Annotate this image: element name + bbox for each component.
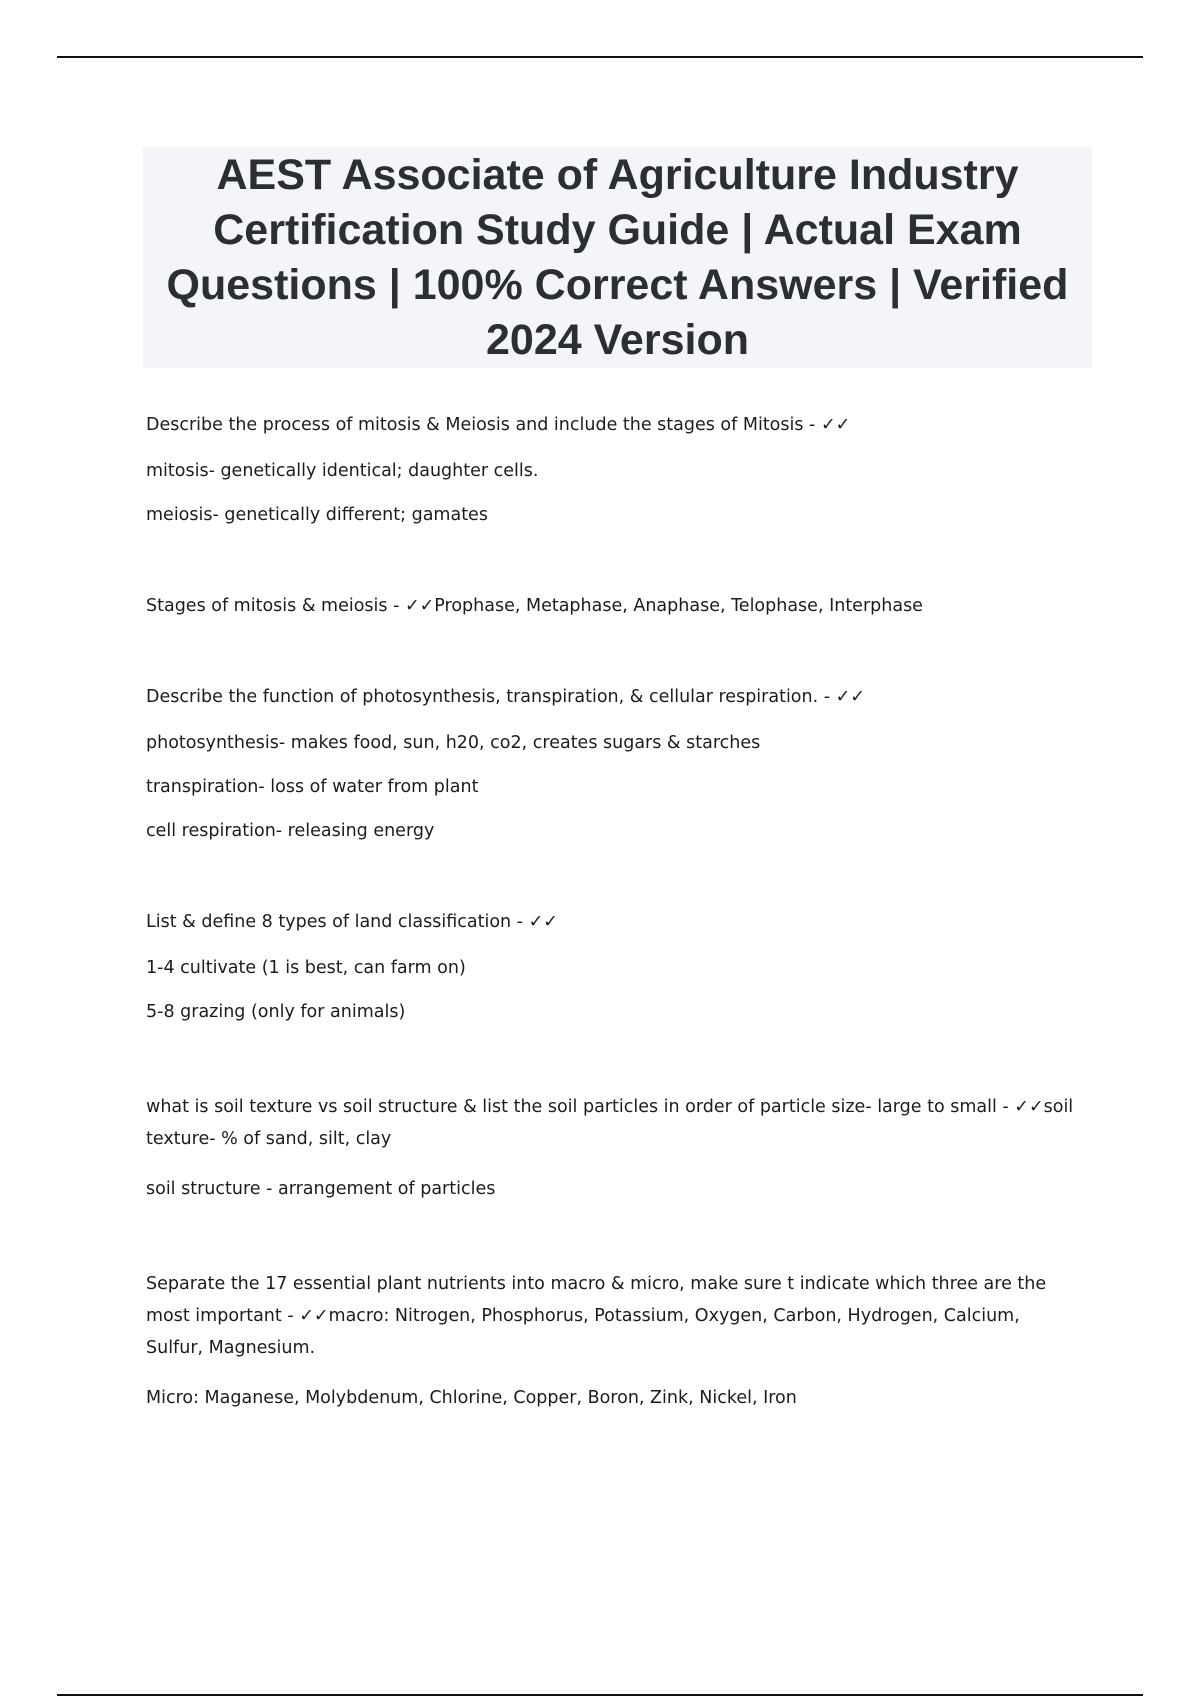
checkmark-icon: ✓✓ (299, 1306, 329, 1326)
answer-inline: Prophase, Metaphase, Anaphase, Telophase, Interphase (434, 596, 923, 616)
question-text (146, 1091, 1076, 1155)
question-label: Describe the function of photosynthesis, transpiration, & cellular respiration. - (146, 687, 836, 707)
top-divider (57, 56, 1143, 58)
question-text (146, 594, 1076, 618)
answer-line: Micro: Maganese, Molybdenum, Chlorine, Copper, Boron, Zink, Nickel, Iron (146, 1388, 797, 1408)
question-label: Describe the process of mitosis & Meiosis and include the stages of Mitosis - (146, 415, 821, 435)
qa-item (146, 594, 1076, 618)
qa-item (146, 685, 1076, 843)
answer-line: 5-8 grazing (only for animals) (146, 1002, 406, 1022)
answer-line: cell respiration- releasing energy (146, 821, 435, 841)
title-banner (143, 147, 1092, 368)
document-title: AEST Associate of Agriculture Industry Certification Study Guide | Actual Exam Questions | 100% Correct Answers | Verified 2024 Version (166, 150, 1069, 364)
checkmark-icon: ✓✓ (404, 596, 435, 616)
answer-line: photosynthesis- makes food, sun, h20, co2, creates sugars & starches (146, 733, 761, 753)
checkmark-icon: ✓✓ (528, 912, 558, 932)
answer-inline: soil texture- % of sand, silt, clay (146, 1097, 1074, 1149)
question-text (146, 685, 1076, 709)
answer-line: 1-4 cultivate (1 is best, can farm on) (146, 958, 466, 978)
bottom-divider (57, 1694, 1143, 1696)
question-label: what is soil texture vs soil structure & list the soil particles in order of particle size- large to small - (146, 1097, 1015, 1117)
question-text (146, 1268, 1076, 1364)
study-guide-content (146, 413, 1076, 1410)
qa-item (146, 910, 1076, 1024)
answer-line: meiosis- genetically different; gamates (146, 505, 488, 525)
question-text (146, 910, 1076, 934)
answer-line: transpiration- loss of water from plant (146, 777, 479, 797)
qa-item (146, 1268, 1076, 1410)
qa-item (146, 1091, 1076, 1201)
answer-line: soil structure - arrangement of particles (146, 1179, 496, 1199)
qa-item (146, 413, 1076, 527)
question-label: Separate the 17 essential plant nutrients into macro & micro, make sure t indicate which three are the most important - (146, 1274, 1047, 1326)
answer-line: mitosis- genetically identical; daughter cells. (146, 461, 539, 481)
checkmark-icon: ✓✓ (820, 415, 851, 435)
checkmark-icon: ✓✓ (1014, 1097, 1044, 1117)
question-label: List & define 8 types of land classification - (146, 912, 529, 932)
answer-inline: macro: Nitrogen, Phosphorus, Potassium, Oxygen, Carbon, Hydrogen, Calcium, Sulfur, Magnesium. (146, 1306, 1020, 1358)
question-label: Stages of mitosis & meiosis - (146, 596, 405, 616)
question-text (146, 413, 1076, 437)
checkmark-icon: ✓✓ (835, 687, 865, 707)
